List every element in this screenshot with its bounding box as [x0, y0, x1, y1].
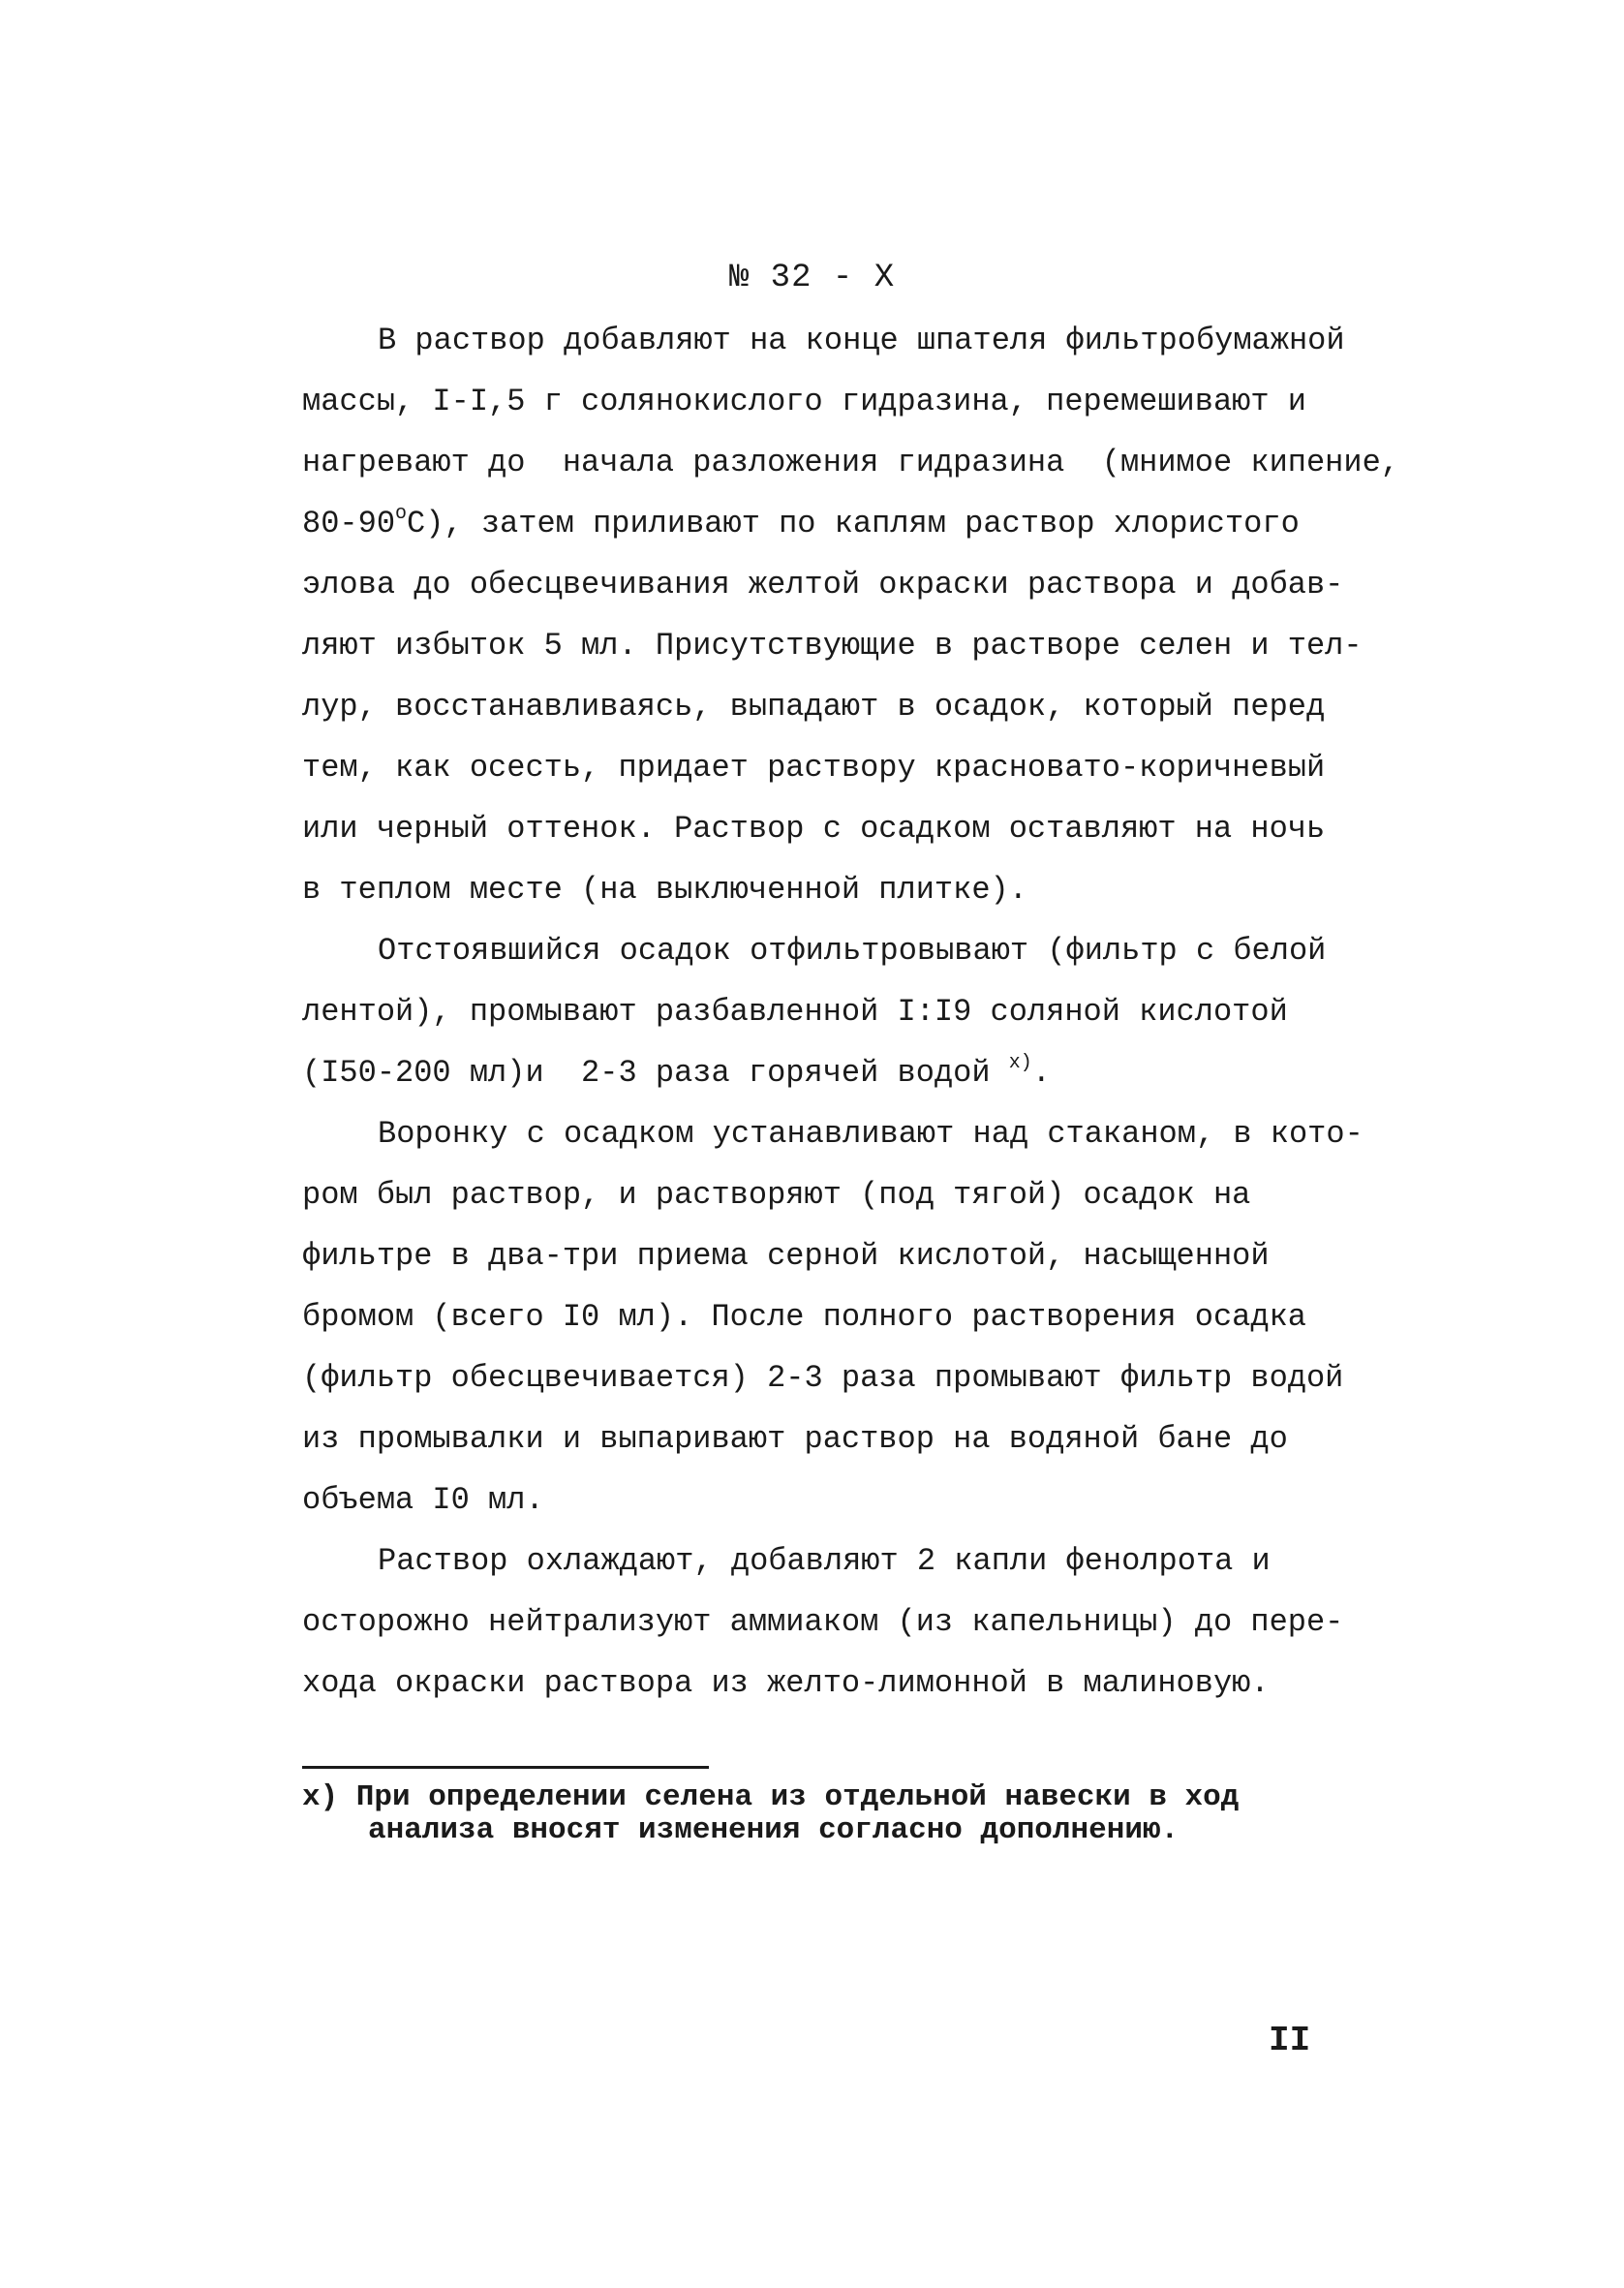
document-number-header: № 32 - X: [728, 260, 896, 296]
paragraph-line: В раствор добавляют на конце шпателя фильтробумажной: [378, 323, 1345, 358]
paragraph-line-rest: С), затем приливают по каплям раствор хлористого: [407, 506, 1300, 541]
paragraph-line: массы, I-I,5 г солянокислого гидразина, перемешивают и: [302, 384, 1306, 419]
temperature-range: 80-90: [302, 506, 396, 541]
paragraph-line: ляют избыток 5 мл. Присутствующие в растворе селен и тел-: [302, 628, 1363, 664]
degree-superscript: о: [395, 503, 408, 525]
paragraph-line: или черный оттенок. Раствор с осадком оставляют на ночь: [302, 811, 1326, 847]
page-number: II: [1269, 2021, 1311, 2060]
footnote-line: анализа вносят изменения согласно дополнению.: [368, 1813, 1180, 1847]
paragraph-line: хода окраски раствора из желто-лимонной в малиновую.: [302, 1665, 1270, 1701]
paragraph-line: бромом (всего I0 мл). После полного растворения осадка: [302, 1299, 1306, 1335]
paragraph-line: Раствор охлаждают, добавляют 2 капли фенолрота и: [378, 1543, 1271, 1579]
paragraph-line: лур, восстанавливаясь, выпадают в осадок, который перед: [302, 689, 1326, 725]
paragraph-line: фильтре в два-три приема серной кислотой, насыщенной: [302, 1238, 1270, 1274]
paragraph-line: тем, как осесть, придает раствору красновато-коричневый: [302, 750, 1326, 786]
paragraph-line: нагревают до начала разложения гидразина (мнимое кипение,: [302, 445, 1399, 480]
footnote-divider: [302, 1766, 709, 1769]
paragraph-line: ром был раствор, и растворяют (под тягой) осадок на: [302, 1177, 1251, 1213]
paragraph-line: в теплом месте (на выключенной плитке).: [302, 872, 1027, 908]
paragraph-line: Воронку с осадком устанавливают над стаканом, в кото-: [378, 1116, 1364, 1152]
paragraph-line: Отстоявшийся осадок отфильтровывают (фильтр с белой: [378, 933, 1327, 969]
paragraph-line: осторожно нейтрализуют аммиаком (из капельницы) до пере-: [302, 1604, 1344, 1640]
paragraph-line: (фильтр обесцвечивается) 2-3 раза промывают фильтр водой: [302, 1360, 1344, 1396]
sentence-period: .: [1031, 1055, 1051, 1091]
paragraph-line: из промывалки и выпаривают раствор на водяной бане до: [302, 1421, 1288, 1457]
paragraph-line: [302, 1054, 1051, 1093]
footnote-line: x) При определении селена из отдельной навески в ход: [302, 1780, 1240, 1814]
paragraph-line: элова до обесцвечивания желтой окраски раствора и добав-: [302, 567, 1344, 603]
paragraph-line-text: (I50-200 мл)и 2-3 раза горячей водой: [302, 1055, 1009, 1091]
paragraph-line: лентой), промывают разбавленной I:I9 соляной кислотой: [302, 994, 1288, 1030]
footnote-marker: x): [1008, 1052, 1032, 1074]
paragraph-line: объема I0 мл.: [302, 1482, 544, 1518]
paragraph-line: [302, 505, 1300, 543]
